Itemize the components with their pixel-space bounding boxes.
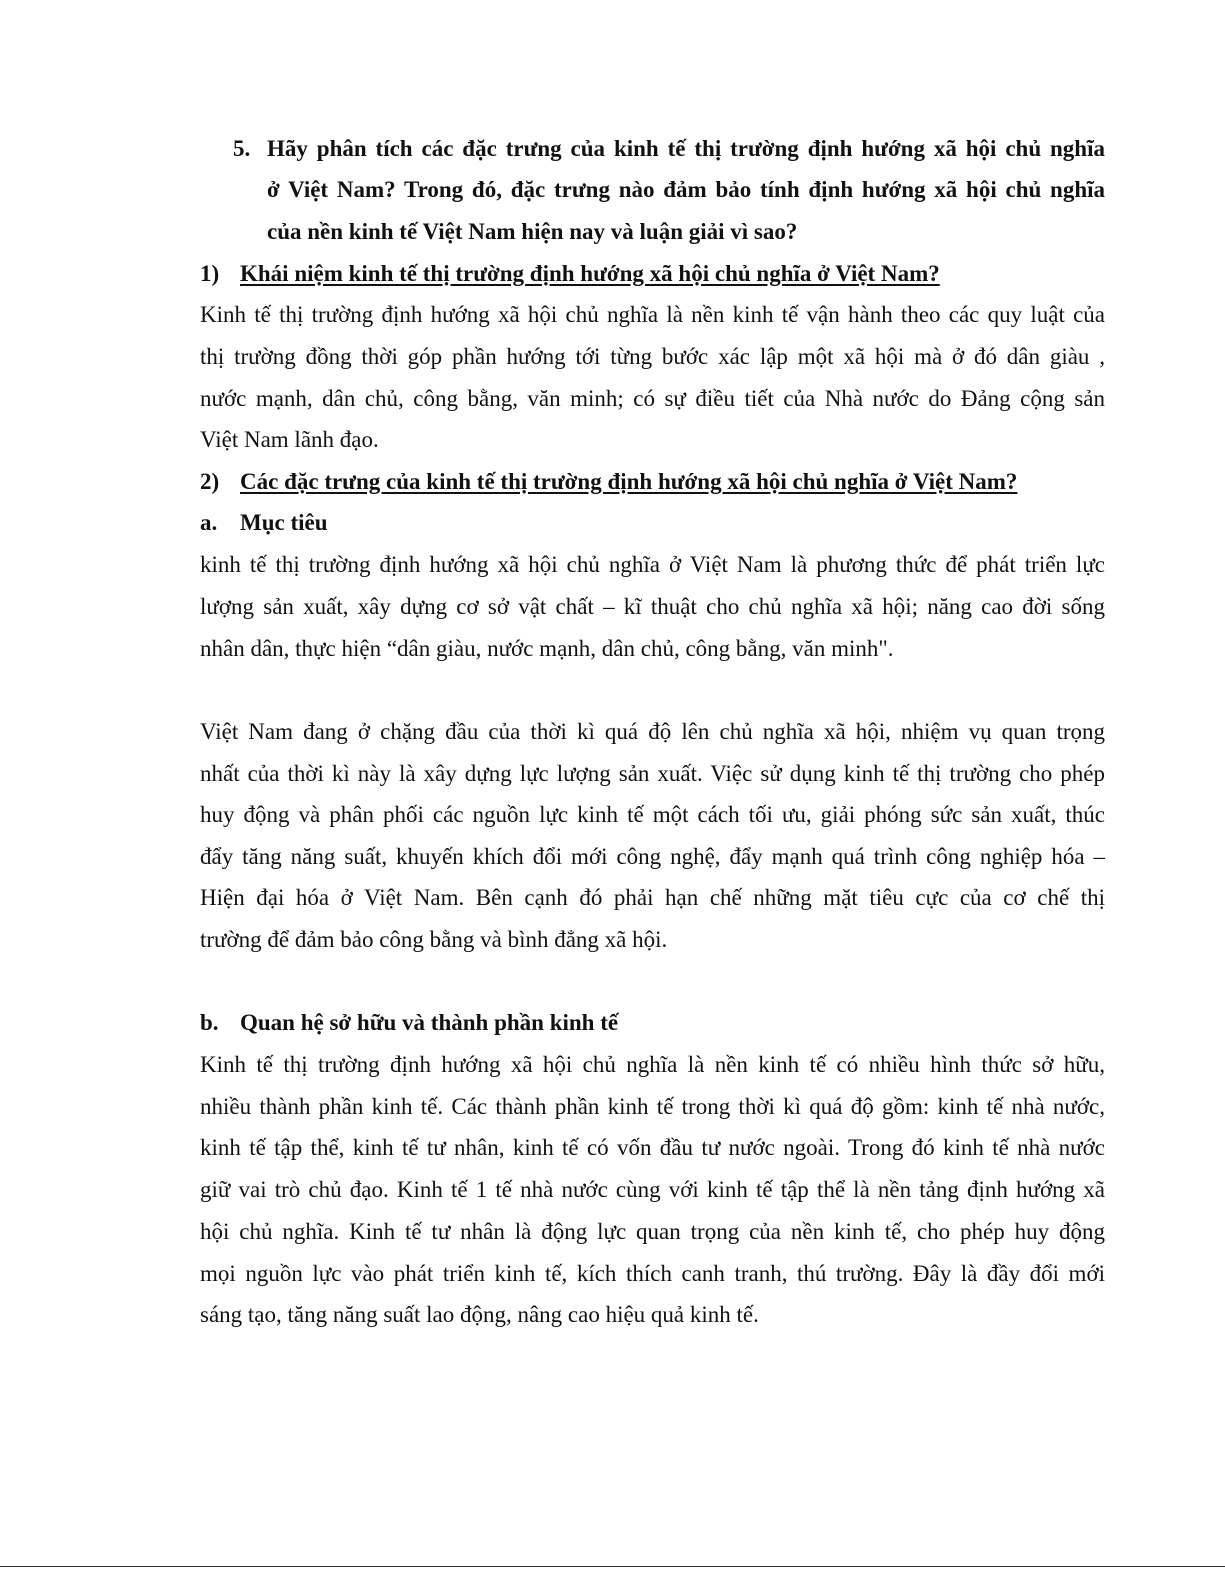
page-bottom-rule	[0, 1566, 1225, 1567]
subsection-a-letter: a.	[200, 510, 218, 535]
section-1-line-3: nước mạnh, dân chủ, công bằng, văn minh; có sự điều tiết của Nhà nước do Đảng cộng sản	[200, 386, 1105, 411]
sub-a-para2-line-5: Hiện đại hóa ở Việt Nam. Bên cạnh đó phải hạn chế những mặt tiêu cực của cơ chế thị	[200, 885, 1105, 910]
subsection-b-title: Quan hệ sở hữu và thành phần kinh tế	[240, 1010, 619, 1035]
sub-b-line-4: giữ vai trò chủ đạo. Kinh tế 1 tế nhà nước cùng với kinh tế tập thể là nền tảng định hướng xã	[200, 1177, 1105, 1202]
question-line-1: 5. Hãy phân tích các đặc trưng của kinh tế thị trường định hướng xã hội chủ nghĩa	[233, 136, 1105, 161]
question-line-2: ở Việt Nam? Trong đó, đặc trưng nào đảm bảo tính định hướng xã hội chủ nghĩa	[267, 177, 1105, 202]
sub-b-line-2: nhiều thành phần kinh tế. Các thành phần kinh tế trong thời kì quá độ gồm: kinh tế nhà nước,	[200, 1094, 1105, 1119]
sub-b-line-5: hội chủ nghĩa. Kinh tế tư nhân là động lực quan trọng của nền kinh tế, cho phép huy động	[200, 1219, 1105, 1244]
question-line-3: của nền kinh tế Việt Nam hiện nay và luận giải vì sao?	[267, 219, 798, 244]
section-1-title: Khái niệm kinh tế thị trường định hướng xã hội chủ nghĩa ở Việt Nam?	[240, 261, 940, 286]
subsection-a-title: Mục tiêu	[240, 510, 328, 535]
subsection-b-letter: b.	[200, 1010, 219, 1035]
section-1-line-2: thị trường đồng thời góp phần hướng tới từng bước xác lập một xã hội mà ở đó dân giàu ,	[200, 344, 1105, 369]
sub-a-para1-line-2: lượng sản xuất, xây dựng cơ sở vật chất – kĩ thuật cho chủ nghĩa xã hội; năng cao đời sống	[200, 594, 1105, 619]
sub-a-para2-line-3: huy động và phân phối các nguồn lực kinh tế một cách tối ưu, giải phóng sức sản xuất, thúc	[200, 802, 1105, 827]
section-2-number: 2)	[200, 469, 220, 494]
section-2-title: Các đặc trưng của kinh tế thị trường định hướng xã hội chủ nghĩa ở Việt Nam?	[240, 469, 1018, 494]
sub-b-line-7: sáng tạo, tăng năng suất lao động, nâng cao hiệu quả kinh tế.	[200, 1302, 759, 1327]
sub-b-line-3: kinh tế tập thể, kinh tế tư nhân, kinh tế có vốn đầu tư nước ngoài. Trong đó kinh tế nhà nước	[200, 1135, 1105, 1160]
question-number: 5.	[233, 136, 251, 161]
subsection-b-heading	[200, 1009, 1105, 1037]
section-1-heading	[200, 260, 1105, 288]
sub-a-para2-line-6: trường để đảm bảo công bằng và bình đẳng xã hội.	[200, 927, 668, 952]
sub-a-para2-line-4: đẩy tăng năng suất, khuyến khích đổi mới công nghệ, đẩy mạnh quá trình công nghiệp hóa –	[200, 844, 1105, 869]
sub-b-line-6: mọi nguồn lực vào phát triển kinh tế, kích thích canh tranh, thú trường. Đây là đầy đổi mới	[200, 1261, 1105, 1286]
subsection-a-heading	[200, 509, 1105, 537]
sub-a-para2-line-2: nhất của thời kì này là xây dựng lực lượng sản xuất. Việc sử dụng kinh tế thị trường cho phép	[200, 761, 1105, 786]
section-1-number: 1)	[200, 261, 220, 286]
section-1-line-1: Kinh tế thị trường định hướng xã hội chủ nghĩa là nền kinh tế vận hành theo các quy luật của	[200, 302, 1105, 327]
section-1-line-4: Việt Nam lãnh đạo.	[200, 427, 379, 452]
section-2-heading	[200, 468, 1105, 496]
sub-b-line-1: Kinh tế thị trường định hướng xã hội chủ nghĩa là nền kinh tế có nhiều hình thức sở hữu,	[200, 1052, 1105, 1077]
sub-a-para1-line-3: nhân dân, thực hiện “dân giàu, nước mạnh, dân chủ, công bằng, văn minh".	[200, 636, 894, 661]
sub-a-para1-line-1: kinh tế thị trường định hướng xã hội chủ nghĩa ở Việt Nam là phương thức để phát triển lực	[200, 552, 1105, 577]
sub-a-para2-line-1: Việt Nam đang ở chặng đầu của thời kì quá độ lên chủ nghĩa xã hội, nhiệm vụ quan trọng	[200, 719, 1105, 744]
